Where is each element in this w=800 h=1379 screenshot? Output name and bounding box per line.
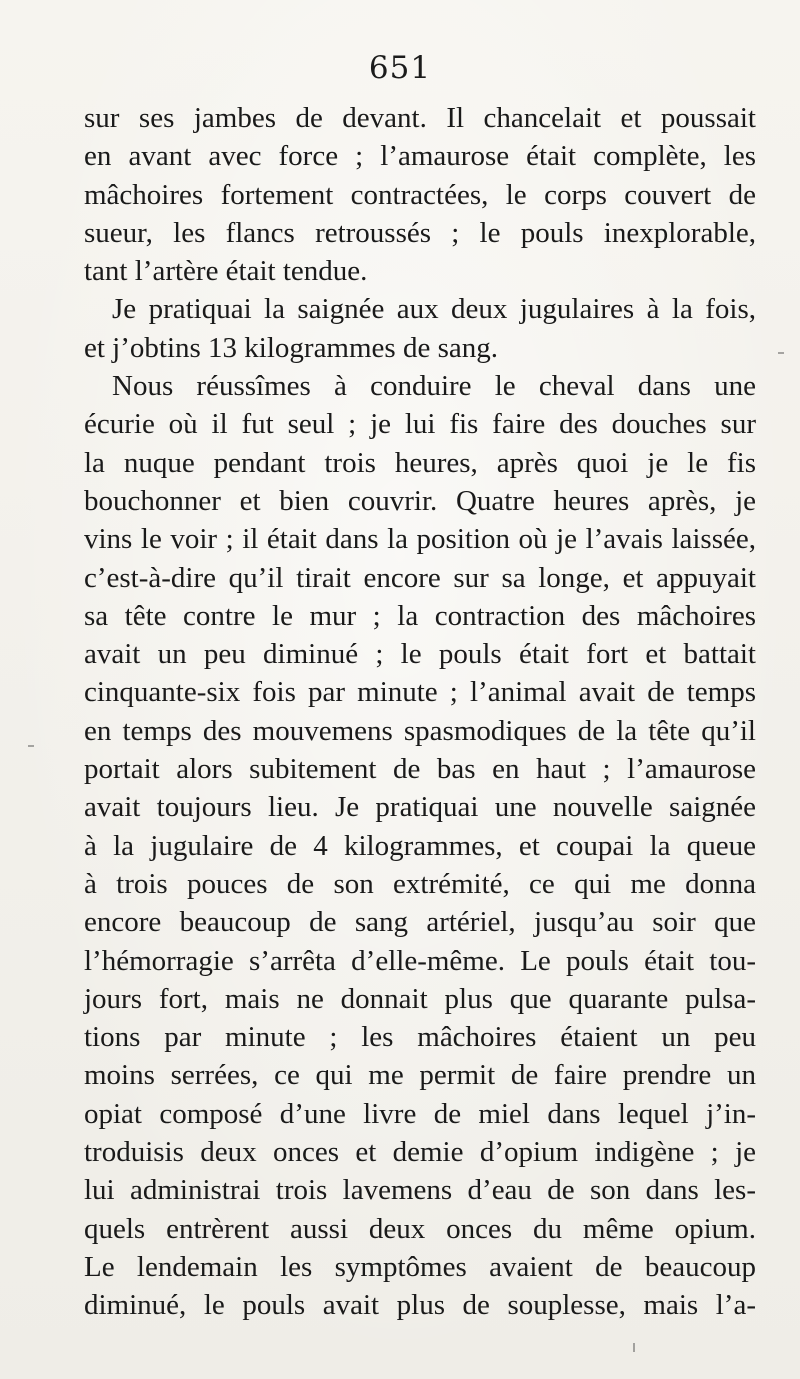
text-line: troduisis deux onces et demie d’opium indigène ; je <box>84 1136 756 1169</box>
text-line: sa tête contre le mur ; la contraction des mâchoires <box>84 599 756 632</box>
text-line: cinquante-six fois par minute ; l’animal avait de temps <box>84 676 756 709</box>
text-line: écurie où il fut seul ; je lui fis faire des douches sur <box>84 408 756 441</box>
margin-mark <box>778 352 784 354</box>
text-line: et j’obtins 13 kilogrammes de sang. <box>84 331 498 364</box>
body-text <box>84 99 756 1325</box>
text-line: la nuque pendant trois heures, après quoi je le fis <box>84 446 756 479</box>
text-line: Je pratiquai la saignée aux deux jugulaires à la fois, <box>112 293 756 326</box>
margin-mark <box>633 1343 635 1352</box>
text-line: avait toujours lieu. Je pratiquai une nouvelle saignée <box>84 791 756 824</box>
margin-mark <box>28 745 34 747</box>
text-line: quels entrèrent aussi deux onces du même opium. <box>84 1212 756 1245</box>
text-line: avait un peu diminué ; le pouls était fort et battait <box>84 638 756 671</box>
text-line: à trois pouces de son extrémité, ce qui me donna <box>84 867 756 900</box>
text-line: opiat composé d’une livre de miel dans lequel j’in- <box>84 1097 756 1130</box>
text-line: à la jugulaire de 4 kilogrammes, et coupai la queue <box>84 829 756 862</box>
text-line: bouchonner et bien couvrir. Quatre heures après, je <box>84 484 756 517</box>
text-line: Nous réussîmes à conduire le cheval dans une <box>112 370 756 403</box>
text-line: en avant avec force ; l’amaurose était complète, les <box>84 140 756 173</box>
text-line: diminué, le pouls avait plus de souplesse, mais l’a- <box>84 1289 756 1322</box>
text-line: encore beaucoup de sang artériel, jusqu’au soir que <box>84 906 756 939</box>
text-line: tant l’artère était tendue. <box>84 255 368 288</box>
text-line: tions par minute ; les mâchoires étaient un peu <box>84 1021 756 1054</box>
text-line: moins serrées, ce qui me permit de faire prendre un <box>84 1059 756 1092</box>
page-number: 651 <box>368 50 432 86</box>
text-line: mâchoires fortement contractées, le corps couvert de <box>84 178 756 211</box>
text-line: en temps des mouvemens spasmodiques de la tête qu’il <box>84 714 756 747</box>
text-line: lui administrai trois lavemens d’eau de son dans les- <box>84 1174 756 1207</box>
text-line: l’hémorragie s’arrêta d’elle-même. Le pouls était tou- <box>84 944 756 977</box>
text-line: jours fort, mais ne donnait plus que quarante pulsa- <box>84 982 756 1015</box>
text-line: portait alors subitement de bas en haut ; l’amaurose <box>84 753 756 786</box>
text-line: c’est-à-dire qu’il tirait encore sur sa longe, et appuyait <box>84 561 756 594</box>
text-line: Le lendemain les symptômes avaient de beaucoup <box>84 1250 756 1283</box>
text-line: sur ses jambes de devant. Il chancelait et poussait <box>84 102 756 134</box>
text-line: sueur, les flancs retroussés ; le pouls inexplorable, <box>84 216 756 249</box>
text-line: vins le voir ; il était dans la position où je l’avais laissée, <box>84 523 756 556</box>
